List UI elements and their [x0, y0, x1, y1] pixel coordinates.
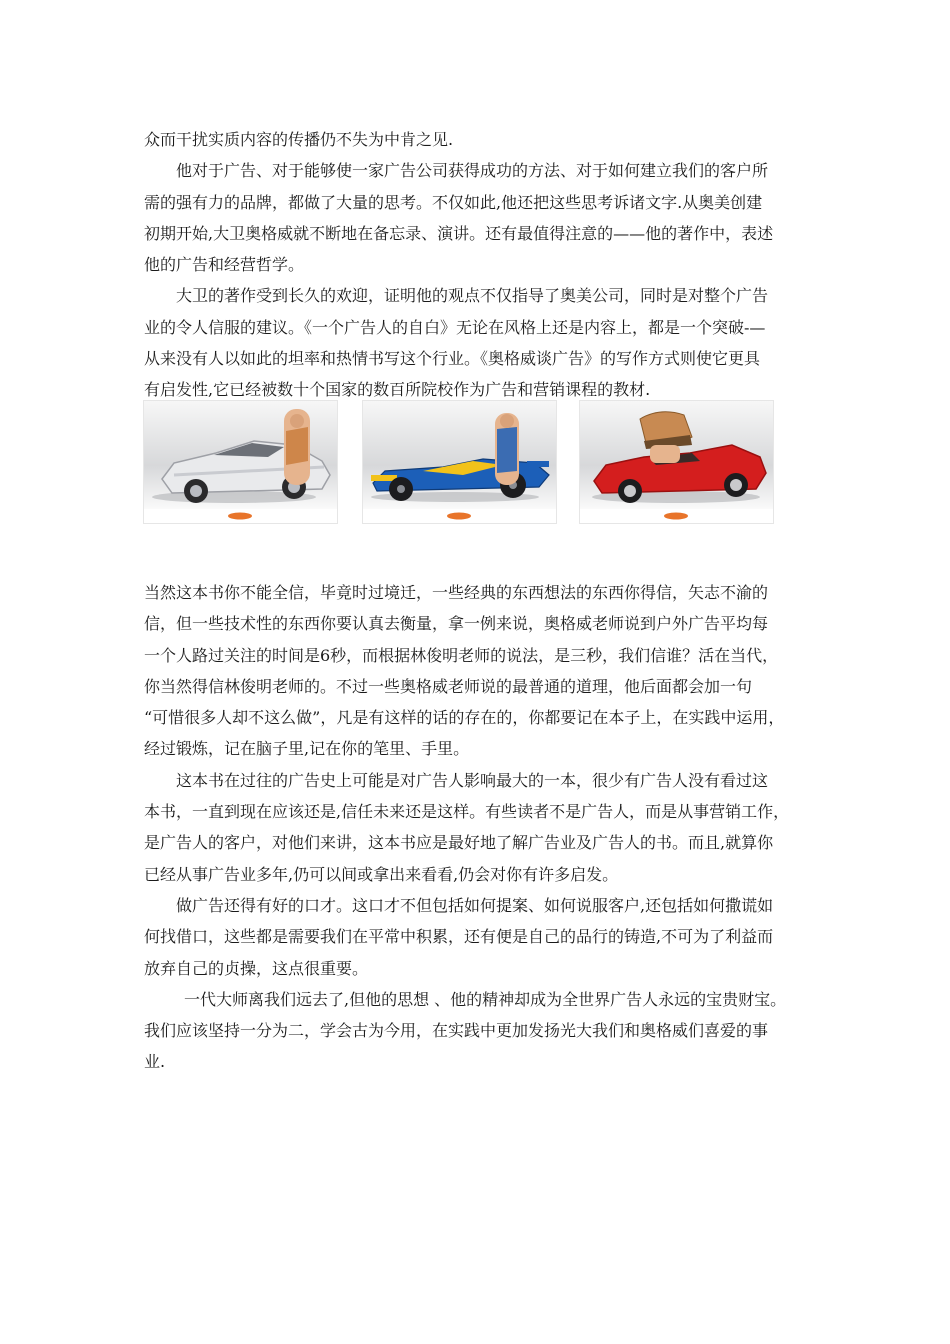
toy-car-photo-2 — [362, 400, 557, 524]
brand-logo — [228, 513, 252, 520]
paragraph-7 — [144, 984, 816, 1078]
text-line: 经过锻炼，记在脑子里,记在你的笔里、手里。 — [144, 739, 470, 759]
paragraph-4 — [144, 577, 816, 765]
text-line: 业. — [144, 1052, 166, 1072]
text-line: 初期开始,大卫奥格威就不断地在备忘录、演讲。还有最值得注意的——他的著作中，表述 — [144, 223, 774, 243]
paragraph-6 — [144, 890, 816, 984]
text-line: 大卫的著作受到长久的欢迎，证明他的观点不仅指导了奥美公司，同时是对整个广告 — [176, 286, 769, 306]
toy-car-photo-1 — [143, 400, 338, 524]
text-line: 有启发性,它已经被数十个国家的数百所院校作为广告和营销课程的教材. — [144, 380, 651, 400]
text-line: 一个人路过关注的时间是6秒，而根据林俊明老师的说法，是三秒，我们信谁？活在当代， — [144, 645, 779, 665]
text-line: 是广告人的客户，对他们来讲，这本书应是最好地了解广告业及广告人的书。而且,就算你 — [144, 833, 774, 853]
text-line: 你当然得信林俊明老师的。不过一些奥格威老师说的最普通的道理，他后面都会加一句 — [144, 676, 753, 696]
paragraph-1 — [144, 124, 816, 155]
text-line: 众而干扰实质内容的传播仍不失为中肯之见. — [144, 130, 454, 149]
text-line: 需的强有力的品牌，都做了大量的思考。不仅如此,他还把这些思考诉诸文字.从奥美创建 — [144, 192, 763, 212]
text-block-lower — [144, 577, 816, 1078]
paragraph-2 — [144, 155, 816, 280]
text-block-upper — [144, 124, 816, 406]
text-line: 当然这本书你不能全信，毕竟时过境迁，一些经典的东西想法的东西你得信，矢志不渝的 — [144, 583, 769, 602]
text-line: 他的广告和经营哲学。 — [144, 255, 305, 275]
text-line: “可惜很多人却不这么做”，凡是有这样的话的存在的，你都要记在本子上，在实践中运用， — [144, 708, 785, 728]
brand-logo — [664, 513, 688, 520]
text-line: 我们应该坚持一分为二，学会古为今用，在实践中更加发扬光大我们和奥格威们喜爱的事 — [144, 1021, 769, 1041]
text-line: 业的令人信服的建议。《一个广告人的自白》无论在风格上还是内容上，都是一个突破-— — [144, 317, 766, 337]
toy-car-photo-3 — [579, 400, 774, 524]
text-line: 放弃自己的贞操，这点很重要。 — [144, 958, 369, 978]
brand-logo — [447, 513, 471, 520]
text-line: 何找借口，这些都是需要我们在平常中积累，还有便是自己的品行的铸造,不可为了利益而 — [144, 927, 774, 947]
text-line: 信，但一些技术性的东西你要认真去衡量，拿一例来说，奥格威老师说到户外广告平均每 — [144, 614, 769, 634]
paragraph-5 — [144, 765, 816, 890]
text-line: 已经从事广告业多年,仍可以间或拿出来看看,仍会对你有许多启发。 — [144, 864, 619, 884]
text-line: 做广告还得有好的口才。这口才不但包括如何提案、如何说服客户,还包括如何撒谎如 — [176, 895, 774, 915]
text-line: 这本书在过往的广告史上可能是对广告人影响最大的一本，很少有广告人没有看过这 — [176, 770, 769, 790]
image-gallery — [143, 400, 773, 524]
text-line: 本书，一直到现在应该还是,信任未来还是这样。有些读者不是广告人，而是从事营销工作， — [144, 802, 790, 822]
text-line: 他对于广告、对于能够使一家广告公司获得成功的方法、对于如何建立我们的客户所 — [176, 161, 769, 181]
paragraph-3 — [144, 280, 816, 405]
text-line: 一代大师离我们远去了,但他的思想 、他的精神却成为全世界广告人永远的宝贵财宝。 — [184, 989, 787, 1009]
text-line: 从来没有人以如此的坦率和热情书写这个行业。《奥格威谈广告》的写作方式则使它更具 — [144, 349, 761, 369]
